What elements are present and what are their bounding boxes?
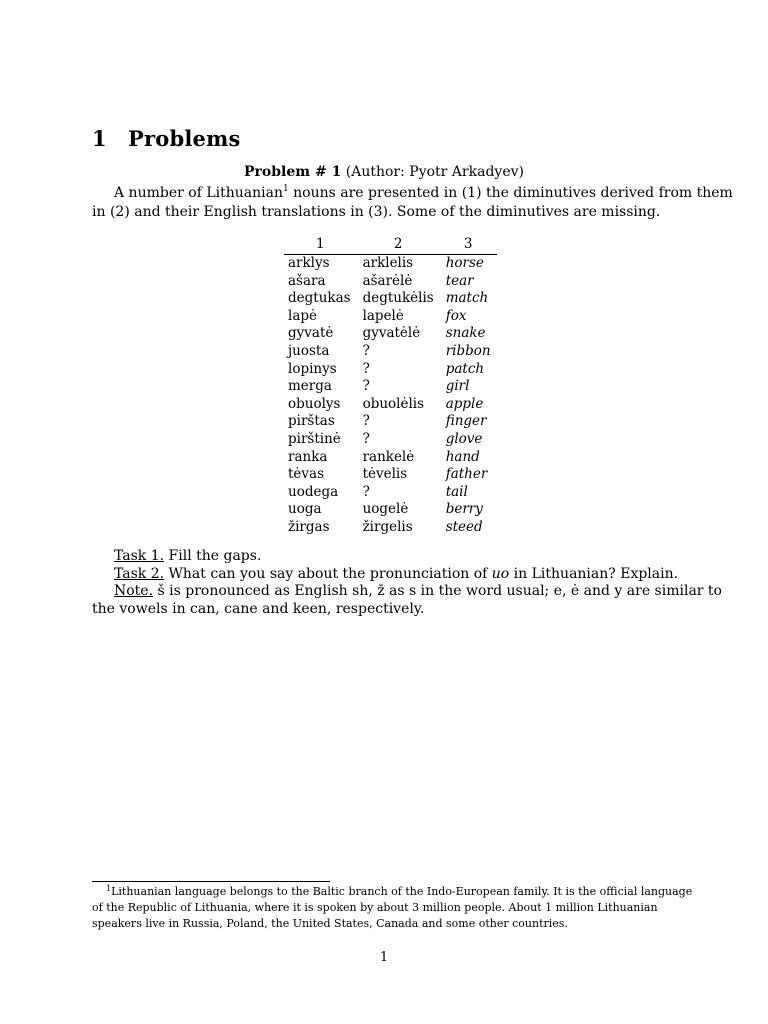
diminutive-cell: obuolėlis <box>362 395 425 412</box>
note-label: Note. <box>114 583 154 599</box>
lithuanian-noun-cell: degtukas <box>288 290 351 307</box>
translation-cell: finger <box>445 413 487 430</box>
lithuanian-noun-cell: pirštas <box>288 413 335 430</box>
problem-label: Problem # 1 <box>244 164 342 180</box>
table-row <box>284 519 497 537</box>
section-number: 1 <box>92 126 107 151</box>
footnote-line-1 <box>92 884 693 900</box>
lithuanian-noun-cell: juosta <box>288 342 330 359</box>
task-2-text-pre: What can you say about the pronunciation of <box>164 565 492 582</box>
translation-cell: girl <box>445 378 470 395</box>
problem-header <box>0 164 768 180</box>
translation-cell: apple <box>445 395 484 412</box>
lithuanian-noun-cell: žirgas <box>288 518 330 535</box>
translation-cell: berry <box>445 501 483 518</box>
diminutive-cell: ? <box>362 483 370 500</box>
diminutive-cell: ašarėlė <box>362 272 413 289</box>
diminutive-cell: tėvelis <box>362 466 408 483</box>
table-row <box>284 290 497 308</box>
table-row <box>284 501 497 519</box>
translation-cell: snake <box>445 325 486 342</box>
tasks-section <box>92 548 722 618</box>
translation-cell: father <box>445 466 488 483</box>
note-text-1: š is pronounced as English sh, ž as s in the word usual; e, ė and y are similar to <box>153 583 722 599</box>
diminutive-cell: degtukėlis <box>362 290 434 307</box>
lithuanian-noun-cell: tėvas <box>288 466 325 483</box>
translation-cell: glove <box>445 430 483 447</box>
diminutive-cell: lapelė <box>362 307 404 324</box>
diminutive-cell: žirgelis <box>362 518 413 535</box>
footnote-rule <box>92 881 330 882</box>
column-header: 1 <box>315 236 325 252</box>
lithuanian-noun-cell: obuolys <box>288 395 341 412</box>
translation-cell: tear <box>445 272 474 289</box>
table-row <box>284 343 497 361</box>
diminutive-cell: ? <box>362 342 370 359</box>
lithuanian-noun-cell: ranka <box>288 448 328 465</box>
lithuanian-noun-cell: lapė <box>288 307 317 324</box>
table-row <box>284 413 497 431</box>
footnote-line-2: of the Republic of Lithuania, where it is spoken by about 3 million people. About 1 million Lithuanian <box>92 901 658 914</box>
lithuanian-noun-cell: uodega <box>288 483 339 500</box>
table-row <box>284 308 497 326</box>
note-line-2: the vowels in can, cane and keen, respectively. <box>92 600 425 617</box>
intro-text-1: A number of Lithuanian <box>114 185 283 201</box>
diminutive-cell: ? <box>362 430 370 447</box>
diminutive-cell: uogelė <box>362 501 409 518</box>
diminutive-cell: rankelė <box>362 448 415 465</box>
note-line-1 <box>92 583 722 601</box>
task-1-text: Fill the gaps. <box>164 548 262 564</box>
intro-paragraph <box>92 184 733 222</box>
diminutive-cell: gyvatėlė <box>362 325 421 342</box>
lithuanian-noun-cell: ašara <box>288 272 326 289</box>
section-title: Problems <box>128 126 241 151</box>
task-2-label: Task 2. <box>114 565 165 582</box>
footnote-marker: 1 <box>282 184 289 194</box>
diminutive-cell: ? <box>362 360 370 377</box>
lithuanian-noun-cell: uoga <box>288 501 322 518</box>
table-row <box>284 361 497 379</box>
translation-cell: match <box>445 290 489 307</box>
translation-cell: patch <box>445 360 485 377</box>
table-row <box>284 449 497 467</box>
task-2-text-italic: uo <box>491 565 510 582</box>
lithuanian-noun-cell: pirštinė <box>288 430 341 447</box>
table-row <box>284 396 497 414</box>
table-row <box>284 273 497 291</box>
column-header: 3 <box>463 236 473 252</box>
translation-cell: tail <box>445 483 468 500</box>
task-1 <box>92 548 686 566</box>
table-row <box>284 484 497 502</box>
lithuanian-noun-cell: gyvatė <box>288 325 334 342</box>
column-header: 2 <box>393 236 403 252</box>
diminutive-cell: arklelis <box>362 255 414 271</box>
problem-author: (Author: Pyotr Arkadyev) <box>345 164 524 180</box>
lithuanian-noun-cell: arklys <box>288 255 330 271</box>
footnote-number: 1 <box>106 884 112 893</box>
lithuanian-noun-cell: lopinys <box>288 360 337 377</box>
translation-cell: steed <box>445 518 483 535</box>
translation-cell: fox <box>445 307 467 324</box>
translation-cell: hand <box>445 448 480 465</box>
table-header-row <box>284 236 497 255</box>
task-2-text-post: in Lithuanian? Explain. <box>509 565 679 582</box>
translation-cell: horse <box>445 255 484 271</box>
diminutive-cell: ? <box>362 378 370 395</box>
translation-cell: ribbon <box>445 342 491 359</box>
table-row <box>284 431 497 449</box>
intro-line-1 <box>92 184 733 203</box>
table-row <box>284 466 497 484</box>
task-1-label: Task 1. <box>114 548 165 564</box>
intro-line-2: in (2) and their English translations in (3). Some of the diminutives are missing. <box>92 204 661 220</box>
footnote <box>92 884 693 932</box>
footnote-line-3: speakers live in Russia, Poland, the United States, Canada and some other countries. <box>92 917 568 930</box>
word-table <box>284 236 497 537</box>
section-heading <box>92 126 241 151</box>
table-row <box>284 255 497 273</box>
lithuanian-noun-cell: merga <box>288 378 332 395</box>
page-number: 1 <box>379 950 389 965</box>
diminutive-cell: ? <box>362 413 370 430</box>
table-row <box>284 325 497 343</box>
footnote-text-1: Lithuanian language belongs to the Baltic branch of the Indo-European family. It is the official language <box>111 885 693 898</box>
task-2 <box>92 566 686 584</box>
table-body <box>284 255 497 537</box>
intro-text-2: nouns are presented in (1) the diminutives derived from them <box>288 185 733 201</box>
table-row <box>284 378 497 396</box>
